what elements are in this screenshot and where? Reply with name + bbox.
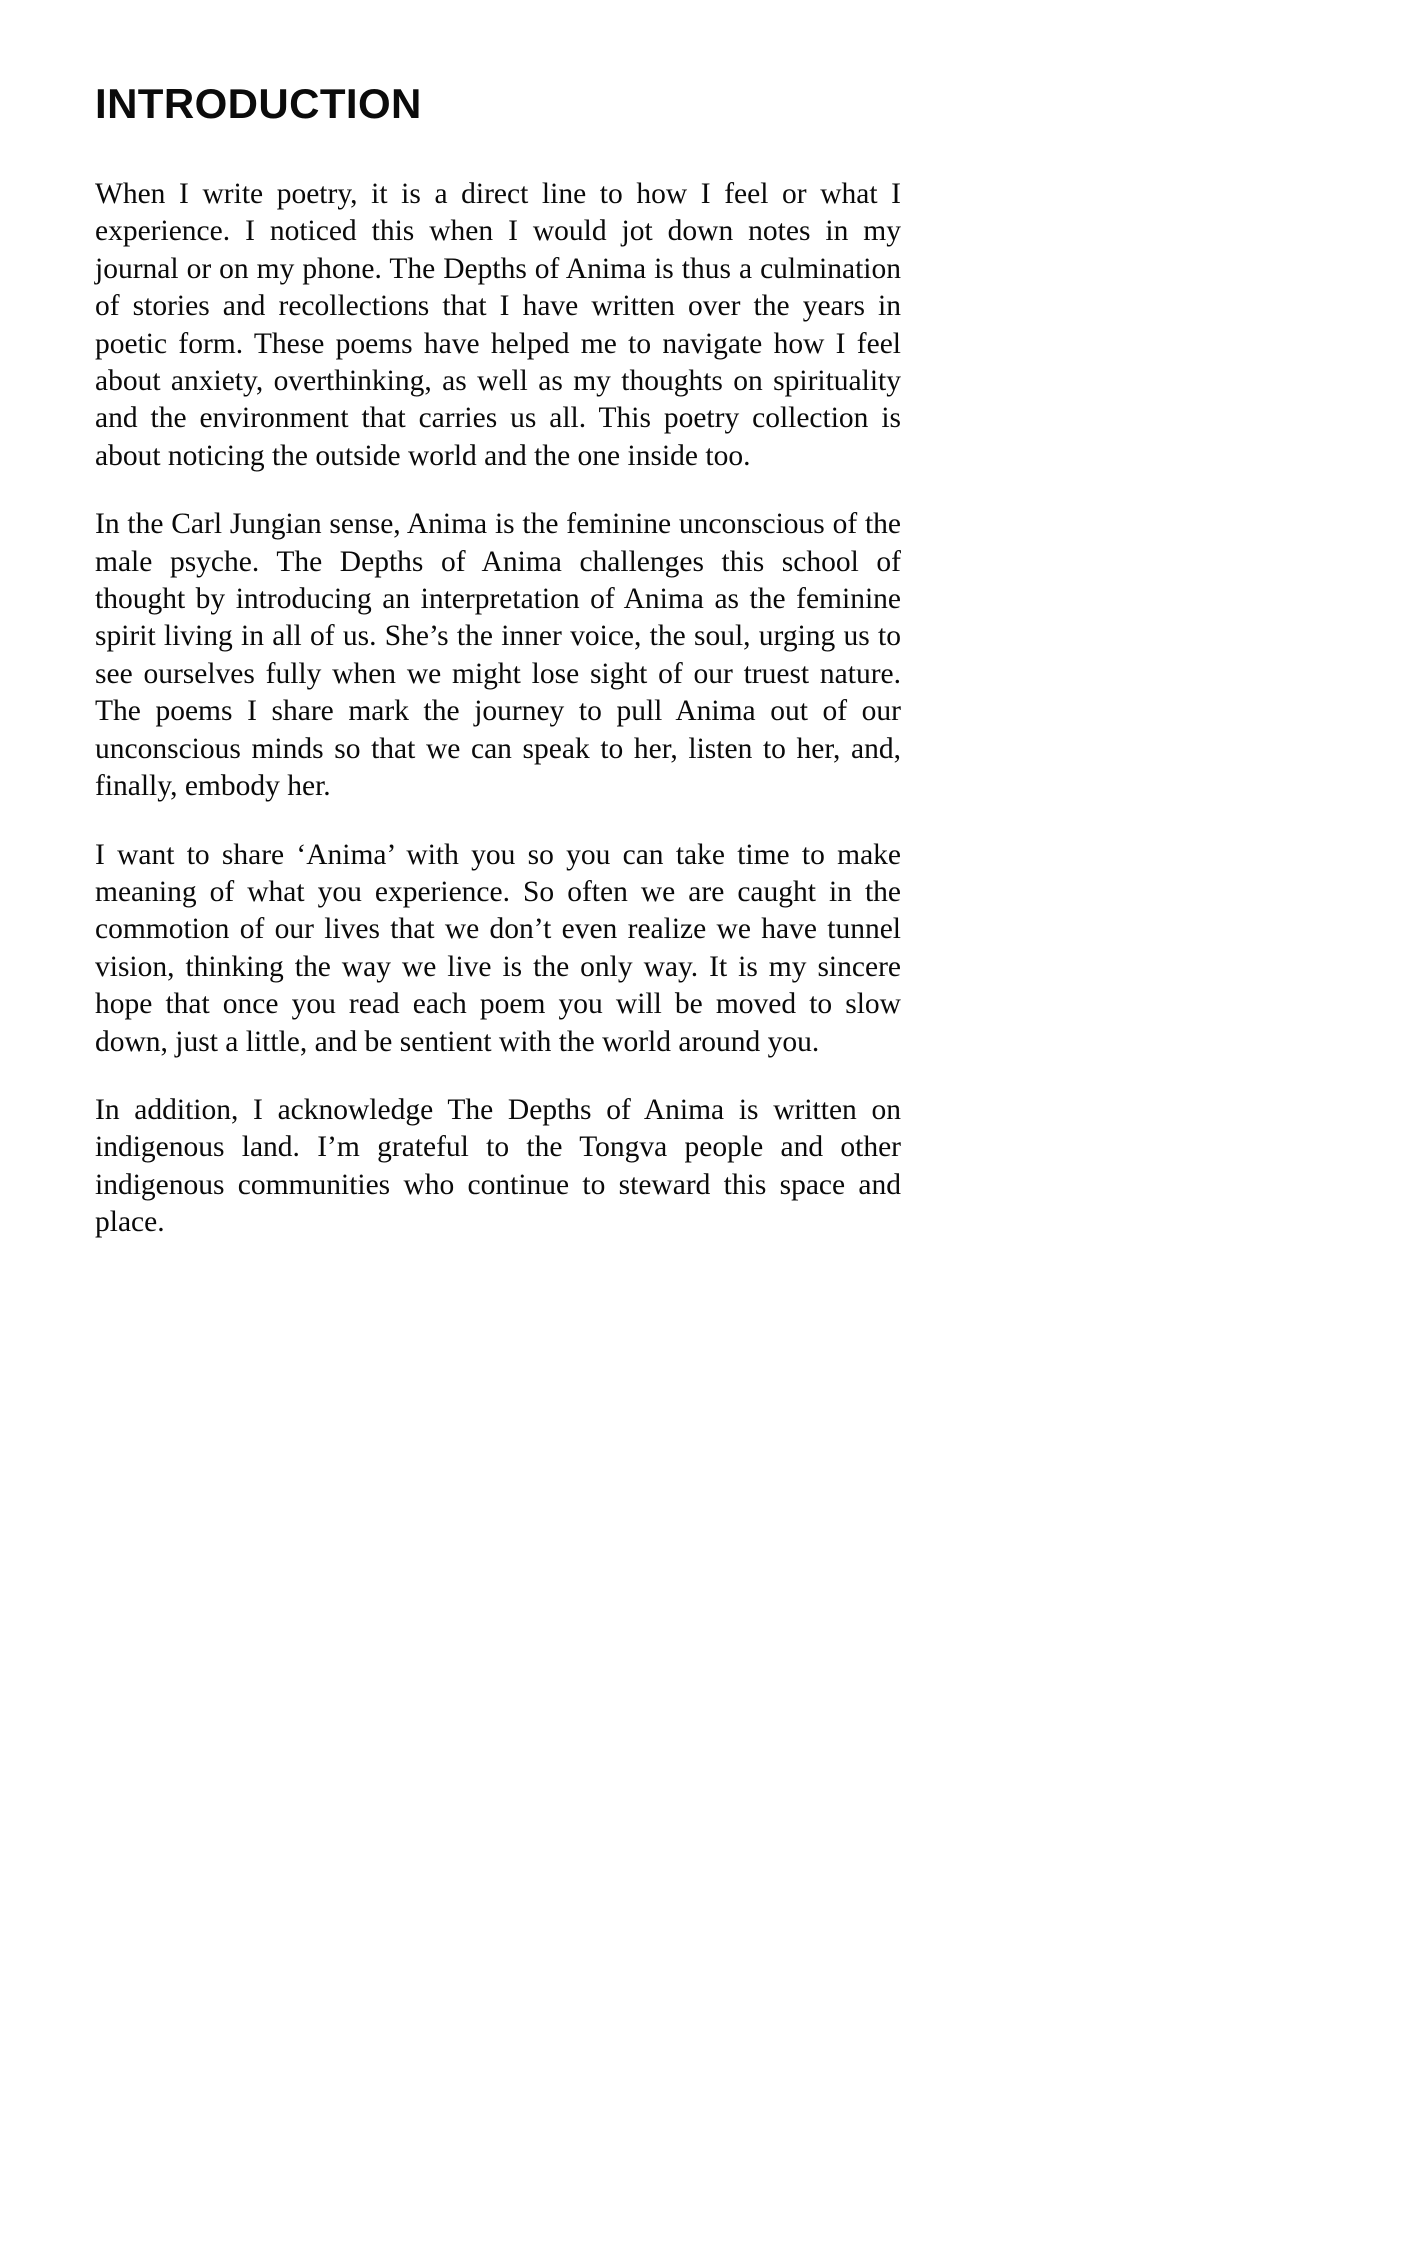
body-text-block [95,176,901,1242]
paragraph-2: In the Carl Jungian sense, Anima is the feminine unconscious of the male psyche. The Depths of Anima challenges this school of thought by introducing an interpretation of Anima as the feminine spirit living in all of us. She’s the inner voice, the soul, urging us to see ourselves fully when we might lose sight of our truest nature. The poems I share mark the journey to pull Anima out of our unconscious minds so that we can speak to her, listen to her, and, finally, embody her. [95,508,901,803]
page-content [95,78,901,1242]
paragraph-3: I want to share ‘Anima’ with you so you can take time to make meaning of what you experience. So often we are caught in the commotion of our lives that we don’t even realize we have tunnel vision, thinking the way we live is the only way. It is my sincere hope that once you read each poem you will be moved to slow down, just a little, and be sentient with the world around you. [95,838,901,1058]
paragraph-1: When I write poetry, it is a direct line to how I feel or what I experience. I noticed this when I would jot down notes in my journal or on my phone. The Depths of Anima is thus a culmination of stories and recollections that I have written over the years in poetic form. These poems have helped me to navigate how I feel about anxiety, overthinking, as well as my thoughts on spirituality and the environment that carries us all. This poetry collection is about noticing the outside world and the one inside too. [95,178,901,472]
page-title: INTRODUCTION [95,80,422,127]
paragraph-4: In addition, I acknowledge The Depths of Anima is written on indigenous land. I’m grateful to the Tongva people and other indigenous communities who continue to steward this space and place. [95,1093,901,1239]
